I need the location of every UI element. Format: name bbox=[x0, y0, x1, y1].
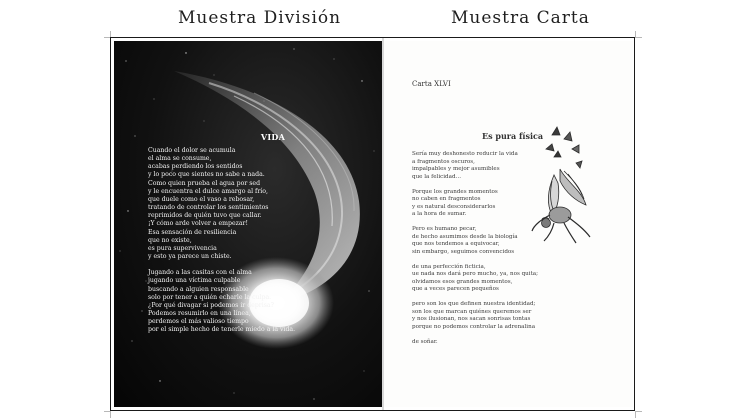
crop-mark bbox=[635, 411, 642, 418]
poem-line: Cuando el dolor se acumula bbox=[148, 147, 236, 154]
poem-title: VIDA bbox=[260, 132, 286, 142]
poem-line: a fragmentos oscuros, bbox=[412, 158, 475, 165]
stanza bbox=[412, 301, 622, 331]
poem-line: el alma se consume, bbox=[148, 155, 212, 163]
left-sample-heading: Muestra División bbox=[178, 8, 342, 28]
poem-line: Podemos resumirlo en una línea, bbox=[148, 309, 251, 317]
poem-line: impalpables y mejor asumibles bbox=[412, 166, 500, 172]
poem-line: que nos tendemos a equivocar, bbox=[412, 241, 500, 247]
poem-line: y esto ya parece un chiste. bbox=[148, 253, 232, 261]
poem-body bbox=[148, 147, 378, 342]
poem-line: ¿Por qué divagar si podemos ir deprisa? bbox=[148, 301, 274, 309]
poem-line: por el simple hecho de tenerle miedo a la vida. bbox=[148, 326, 296, 334]
right-sample-heading: Muestra Carta bbox=[451, 8, 590, 28]
poem-line: que no existe, bbox=[148, 236, 192, 244]
poem-line: y nos ilusionan, nos sacan sonrisas tontas bbox=[412, 316, 531, 322]
letter-number: Carta XLVI bbox=[412, 80, 451, 88]
poem-line: Como quien prueba el agua por sed bbox=[148, 179, 261, 187]
crop-mark bbox=[104, 411, 111, 418]
poem-line: y le encuentra el dulce amargo al frío, bbox=[148, 187, 268, 195]
stanza bbox=[412, 264, 622, 294]
letter-title: Es pura física bbox=[482, 131, 544, 141]
stanza bbox=[412, 339, 622, 347]
poem-line: perdemos el más valioso tiempo bbox=[148, 318, 249, 326]
poem-line: Pero es humano pecar, bbox=[412, 226, 477, 232]
poem-line: de soñar. bbox=[412, 338, 438, 345]
poem-line: olvidamos esos grandes momentos, bbox=[412, 278, 513, 285]
poem-line: pero son los que definen nuestra identidad; bbox=[412, 301, 536, 307]
poem-line: son los que marcan quiénes queremos ser bbox=[412, 308, 532, 315]
stanza bbox=[412, 226, 622, 256]
poem-line: y es natural desconsiderarlos bbox=[412, 203, 496, 210]
poem-line: a la hora de sumar. bbox=[412, 211, 467, 217]
poem-line: que a veces parecen pequeños bbox=[412, 286, 499, 292]
stanza bbox=[412, 189, 622, 219]
poem-line: porque no podemos controlar la adrenalina bbox=[412, 323, 536, 330]
right-page-letter bbox=[384, 41, 633, 407]
poem-line: Sería muy deshonesto reducir la vida bbox=[412, 151, 518, 157]
letter-body bbox=[412, 151, 622, 354]
poem-line: que duele como el vaso a rebosar, bbox=[148, 195, 255, 203]
poem-line: tratando de controlar los sentimientos bbox=[148, 204, 269, 212]
poem-line: ¡Y cómo arde volver a empezar! bbox=[148, 220, 249, 228]
stanza bbox=[148, 269, 378, 334]
book-spread bbox=[110, 37, 635, 411]
crop-mark bbox=[635, 31, 642, 38]
poem-line: no caben en fragmentos bbox=[412, 196, 481, 202]
poem-line: reprimidos de quién tuvo que callar. bbox=[148, 212, 262, 220]
poem-line: Jugando a las casitas con el alma bbox=[148, 269, 252, 277]
poem-line: acabas perdiendo los sentidos bbox=[148, 163, 243, 171]
poem-line: buscando a alguien responsable bbox=[148, 285, 249, 293]
left-page-division bbox=[114, 41, 382, 407]
poem-line: de hecho asumimos desde la biología bbox=[412, 233, 518, 240]
poem-line: es pura supervivencia bbox=[148, 244, 217, 252]
poem-line: ue nada nos dará pero mucho, ya, nos quita; bbox=[412, 271, 539, 277]
poem-line: de una perfección ficticia, bbox=[412, 263, 486, 270]
stanza bbox=[148, 147, 378, 261]
poem-line: y lo poco que sientes no sabe a nada. bbox=[148, 171, 265, 179]
poem-line: jugando una víctima culpable bbox=[148, 277, 241, 285]
poem-line: sin embargo, seguimos convencidos bbox=[412, 248, 515, 255]
poem-line: Esa sensación de resiliencia bbox=[148, 228, 237, 236]
poem-line: Porque los grandes momentos bbox=[412, 188, 498, 195]
stanza bbox=[412, 151, 622, 181]
poem-line: que la felicidad… bbox=[412, 173, 462, 180]
poem-line: solo por tener a quién echarle la culpa. bbox=[148, 293, 272, 301]
